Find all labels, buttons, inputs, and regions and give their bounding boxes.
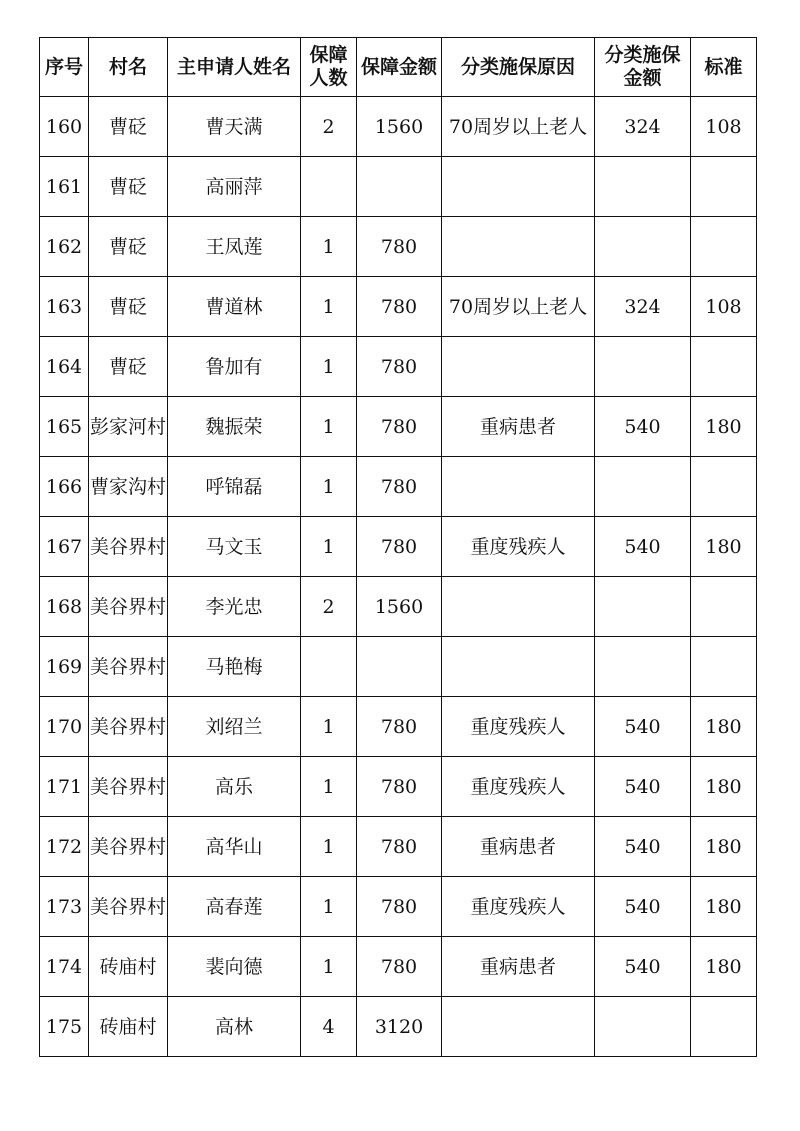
cell-applicant: 高乐 [168,757,301,817]
table-row [40,937,757,997]
cell-class-amount [595,997,691,1057]
cell-amount: 780 [357,877,442,937]
cell-count [301,157,357,217]
cell-seq: 162 [40,217,89,277]
cell-reason [442,157,595,217]
cell-class-amount: 324 [595,277,691,337]
table-row [40,337,757,397]
cell-count: 1 [301,817,357,877]
cell-seq: 165 [40,397,89,457]
cell-count: 2 [301,577,357,637]
cell-amount [357,157,442,217]
table-row [40,517,757,577]
cell-class-amount: 540 [595,817,691,877]
cell-class-amount: 540 [595,937,691,997]
cell-village: 曹砭 [89,97,168,157]
header-class-amount: 分类施保金额 [595,38,691,97]
cell-standard: 108 [691,97,757,157]
cell-seq: 173 [40,877,89,937]
cell-seq: 166 [40,457,89,517]
cell-seq: 161 [40,157,89,217]
table-row [40,817,757,877]
cell-standard [691,637,757,697]
cell-class-amount [595,577,691,637]
cell-count: 1 [301,937,357,997]
cell-seq: 169 [40,637,89,697]
cell-count: 1 [301,757,357,817]
cell-applicant: 魏振荣 [168,397,301,457]
cell-standard: 180 [691,757,757,817]
cell-reason: 重度残疾人 [442,697,595,757]
cell-count: 1 [301,397,357,457]
table-row [40,397,757,457]
cell-applicant: 高春莲 [168,877,301,937]
cell-class-amount: 540 [595,517,691,577]
table-row [40,997,757,1057]
header-standard: 标准 [691,38,757,97]
cell-village: 美谷界村 [89,697,168,757]
cell-village: 美谷界村 [89,757,168,817]
cell-amount [357,637,442,697]
cell-amount: 780 [357,817,442,877]
cell-applicant: 王凤莲 [168,217,301,277]
cell-seq: 172 [40,817,89,877]
cell-village: 曹砭 [89,217,168,277]
cell-class-amount: 540 [595,877,691,937]
cell-seq: 167 [40,517,89,577]
cell-amount: 780 [357,457,442,517]
cell-count: 1 [301,277,357,337]
cell-amount: 780 [357,937,442,997]
cell-reason: 重度残疾人 [442,517,595,577]
cell-standard [691,217,757,277]
cell-amount: 780 [357,217,442,277]
cell-applicant: 马艳梅 [168,637,301,697]
cell-applicant: 刘绍兰 [168,697,301,757]
cell-standard [691,157,757,217]
cell-class-amount [595,217,691,277]
cell-class-amount [595,637,691,697]
cell-standard: 180 [691,877,757,937]
cell-reason [442,577,595,637]
cell-village: 美谷界村 [89,877,168,937]
cell-applicant: 马文玉 [168,517,301,577]
cell-applicant: 高丽萍 [168,157,301,217]
cell-amount: 1560 [357,577,442,637]
cell-reason [442,217,595,277]
cell-count: 1 [301,337,357,397]
cell-applicant: 曹天满 [168,97,301,157]
cell-standard: 180 [691,937,757,997]
cell-reason [442,637,595,697]
cell-applicant: 呼锦磊 [168,457,301,517]
cell-applicant: 高林 [168,997,301,1057]
table-row [40,697,757,757]
table-row [40,277,757,337]
cell-seq: 168 [40,577,89,637]
cell-count: 2 [301,97,357,157]
table-row [40,97,757,157]
cell-standard [691,457,757,517]
cell-seq: 170 [40,697,89,757]
table-row [40,157,757,217]
table-row [40,877,757,937]
cell-seq: 171 [40,757,89,817]
cell-village: 曹砭 [89,157,168,217]
cell-reason: 70周岁以上老人 [442,97,595,157]
cell-count: 1 [301,217,357,277]
cell-applicant: 李光忠 [168,577,301,637]
header-seq: 序号 [40,38,89,97]
cell-seq: 160 [40,97,89,157]
table-row [40,637,757,697]
cell-applicant: 曹道林 [168,277,301,337]
cell-village: 曹砭 [89,277,168,337]
cell-count: 1 [301,877,357,937]
cell-reason [442,997,595,1057]
subsidy-table [39,37,757,1057]
cell-standard: 180 [691,697,757,757]
header-applicant: 主申请人姓名 [168,38,301,97]
cell-class-amount [595,457,691,517]
header-reason: 分类施保原因 [442,38,595,97]
header-count: 保障人数 [301,38,357,97]
cell-village: 美谷界村 [89,517,168,577]
cell-amount: 780 [357,517,442,577]
cell-village: 美谷界村 [89,577,168,637]
cell-class-amount: 540 [595,697,691,757]
cell-applicant: 高华山 [168,817,301,877]
cell-standard [691,577,757,637]
cell-seq: 164 [40,337,89,397]
cell-village: 曹砭 [89,337,168,397]
table-row [40,577,757,637]
header-village: 村名 [89,38,168,97]
cell-reason: 重病患者 [442,397,595,457]
cell-reason [442,337,595,397]
cell-amount: 780 [357,277,442,337]
cell-count: 1 [301,697,357,757]
cell-amount: 1560 [357,97,442,157]
cell-reason: 重度残疾人 [442,877,595,937]
table-row [40,217,757,277]
cell-amount: 3120 [357,997,442,1057]
cell-amount: 780 [357,397,442,457]
table-row [40,757,757,817]
cell-count: 1 [301,517,357,577]
cell-class-amount [595,157,691,217]
cell-seq: 163 [40,277,89,337]
cell-village: 曹家沟村 [89,457,168,517]
cell-class-amount: 540 [595,397,691,457]
cell-reason: 重病患者 [442,937,595,997]
cell-village: 砖庙村 [89,937,168,997]
cell-village: 美谷界村 [89,637,168,697]
table-body [40,97,757,1057]
header-row [40,38,757,97]
cell-standard: 180 [691,817,757,877]
cell-count: 4 [301,997,357,1057]
cell-class-amount: 324 [595,97,691,157]
cell-standard: 180 [691,397,757,457]
cell-amount: 780 [357,697,442,757]
table-row [40,457,757,517]
cell-reason [442,457,595,517]
cell-reason: 70周岁以上老人 [442,277,595,337]
cell-village: 彭家河村 [89,397,168,457]
cell-amount: 780 [357,757,442,817]
cell-reason: 重度残疾人 [442,757,595,817]
cell-village: 美谷界村 [89,817,168,877]
cell-seq: 174 [40,937,89,997]
cell-count: 1 [301,457,357,517]
cell-standard: 180 [691,517,757,577]
cell-standard: 108 [691,277,757,337]
cell-standard [691,337,757,397]
cell-applicant: 裴向德 [168,937,301,997]
cell-applicant: 鲁加有 [168,337,301,397]
cell-amount: 780 [357,337,442,397]
header-amount: 保障金额 [357,38,442,97]
cell-class-amount: 540 [595,757,691,817]
cell-reason: 重病患者 [442,817,595,877]
cell-class-amount [595,337,691,397]
cell-count [301,637,357,697]
cell-seq: 175 [40,997,89,1057]
cell-standard [691,997,757,1057]
cell-village: 砖庙村 [89,997,168,1057]
